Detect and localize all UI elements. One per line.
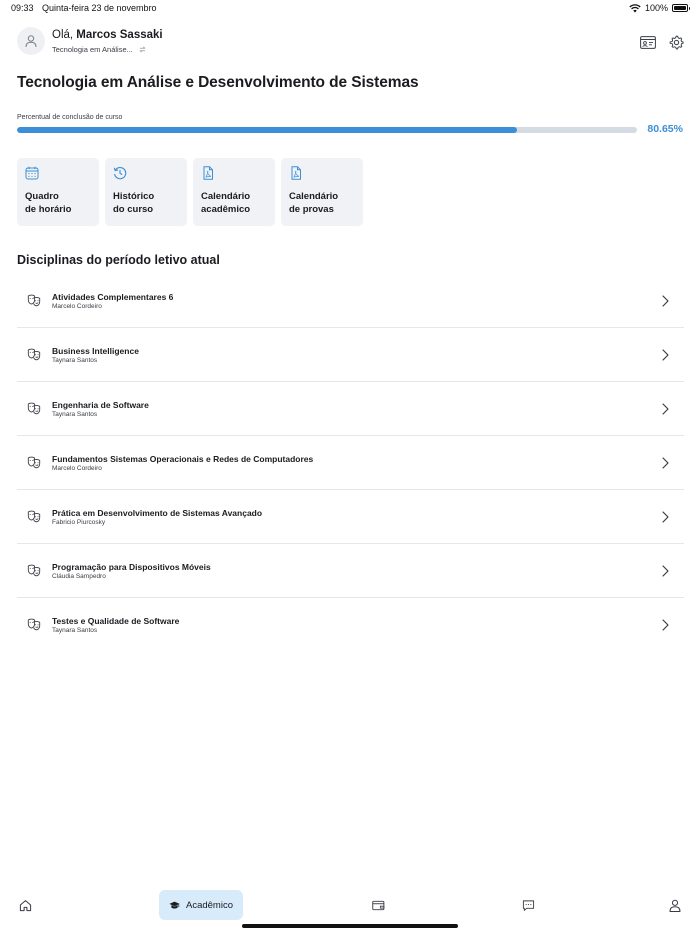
home-indicator	[242, 924, 458, 928]
list-item[interactable]	[17, 436, 684, 490]
card-label: Calendário de provas	[289, 191, 339, 215]
avatar[interactable]	[17, 27, 45, 55]
user-icon	[24, 34, 38, 48]
list-item[interactable]	[17, 544, 684, 598]
section-title: Disciplinas do período letivo atual	[17, 253, 220, 267]
user-icon	[669, 899, 681, 912]
discipline-title: Business Intelligence	[52, 346, 139, 356]
discipline-teacher: Fabricio Piurcosky	[52, 519, 106, 526]
home-icon	[19, 899, 32, 912]
graduation-cap-icon	[169, 900, 180, 911]
theater-masks-icon	[27, 617, 41, 631]
battery-icon	[672, 4, 688, 12]
theater-masks-icon	[27, 401, 41, 415]
course-title: Tecnologia em Análise e Desenvolvimento de Sistemas	[17, 74, 419, 91]
battery-percent: 100%	[644, 3, 668, 13]
card-academic-calendar[interactable]	[193, 158, 275, 226]
discipline-title: Prática em Desenvolvimento de Sistemas Avançado	[52, 508, 263, 518]
course-short-name: Tecnologia em Análise...	[52, 45, 133, 54]
student-card-button[interactable]	[640, 34, 656, 50]
list-item[interactable]	[17, 328, 684, 382]
wallet-icon	[372, 900, 385, 911]
discipline-teacher: Marcelo Cordeiro	[52, 303, 102, 310]
discipline-list	[17, 274, 684, 652]
id-card-icon	[640, 36, 656, 49]
swap-icon	[139, 46, 146, 53]
discipline-title: Programação para Dispositivos Móveis	[52, 562, 211, 572]
list-item[interactable]	[17, 598, 684, 652]
tab-profile[interactable]	[668, 890, 682, 920]
chevron-right-icon	[660, 348, 670, 362]
status-date: Quinta-feira 23 de novembro	[42, 3, 157, 13]
user-name: Marcos Sassaki	[76, 29, 163, 41]
header-actions	[640, 34, 684, 50]
theater-masks-icon	[27, 455, 41, 469]
discipline-title: Engenharia de Software	[52, 400, 149, 410]
tab-academic-label: Acadêmico	[186, 899, 233, 911]
history-icon	[113, 166, 127, 180]
chevron-right-icon	[660, 294, 670, 308]
discipline-teacher: Cláudia Sampedro	[52, 573, 106, 580]
chevron-right-icon	[660, 510, 670, 524]
card-schedule[interactable]	[17, 158, 99, 226]
wifi-icon	[629, 4, 641, 13]
theater-masks-icon	[27, 347, 41, 361]
list-item[interactable]	[17, 274, 684, 328]
pdf-file-icon	[289, 166, 303, 180]
progress-label: Percentual de conclusão de curso	[17, 114, 123, 121]
gear-icon	[669, 35, 684, 50]
card-label: Calendário acadêmico	[201, 191, 251, 215]
tab-finance[interactable]	[371, 890, 385, 920]
chat-icon	[522, 899, 535, 912]
list-item[interactable]	[17, 490, 684, 544]
list-item[interactable]	[17, 382, 684, 436]
calendar-icon	[25, 166, 39, 180]
chevron-right-icon	[660, 456, 670, 470]
quick-actions	[17, 158, 363, 226]
discipline-title: Testes e Qualidade de Software	[52, 616, 180, 626]
progress-bar-fill	[17, 127, 517, 133]
greeting-prefix: Olá,	[52, 29, 74, 41]
card-label: Quadro de horário	[25, 191, 72, 215]
discipline-teacher: Taynara Santos	[52, 627, 98, 634]
discipline-teacher: Taynara Santos	[52, 411, 98, 418]
progress-bar	[17, 127, 637, 133]
greeting	[52, 29, 163, 41]
discipline-title: Atividades Complementares 6	[52, 292, 174, 302]
tab-home[interactable]	[17, 890, 33, 920]
tab-messages[interactable]	[521, 890, 535, 920]
chevron-right-icon	[660, 564, 670, 578]
tab-academic[interactable]	[159, 890, 243, 920]
tab-bar	[0, 885, 700, 925]
card-exam-calendar[interactable]	[281, 158, 363, 226]
chevron-right-icon	[660, 402, 670, 416]
chevron-right-icon	[660, 618, 670, 632]
status-time: 09:33	[11, 3, 34, 13]
course-selector[interactable]	[52, 45, 146, 54]
card-history[interactable]	[105, 158, 187, 226]
status-bar	[0, 0, 700, 18]
discipline-teacher: Marcelo Cordeiro	[52, 465, 102, 472]
card-label: Histórico do curso	[113, 191, 155, 215]
settings-button[interactable]	[668, 34, 684, 50]
theater-masks-icon	[27, 563, 41, 577]
theater-masks-icon	[27, 509, 41, 523]
progress-value: 80.65%	[647, 123, 683, 135]
discipline-teacher: Taynara Santos	[52, 357, 98, 364]
pdf-file-icon	[201, 166, 215, 180]
discipline-title: Fundamentos Sistemas Operacionais e Redes de Computadores	[52, 454, 314, 464]
theater-masks-icon	[27, 293, 41, 307]
status-indicators	[629, 3, 688, 13]
